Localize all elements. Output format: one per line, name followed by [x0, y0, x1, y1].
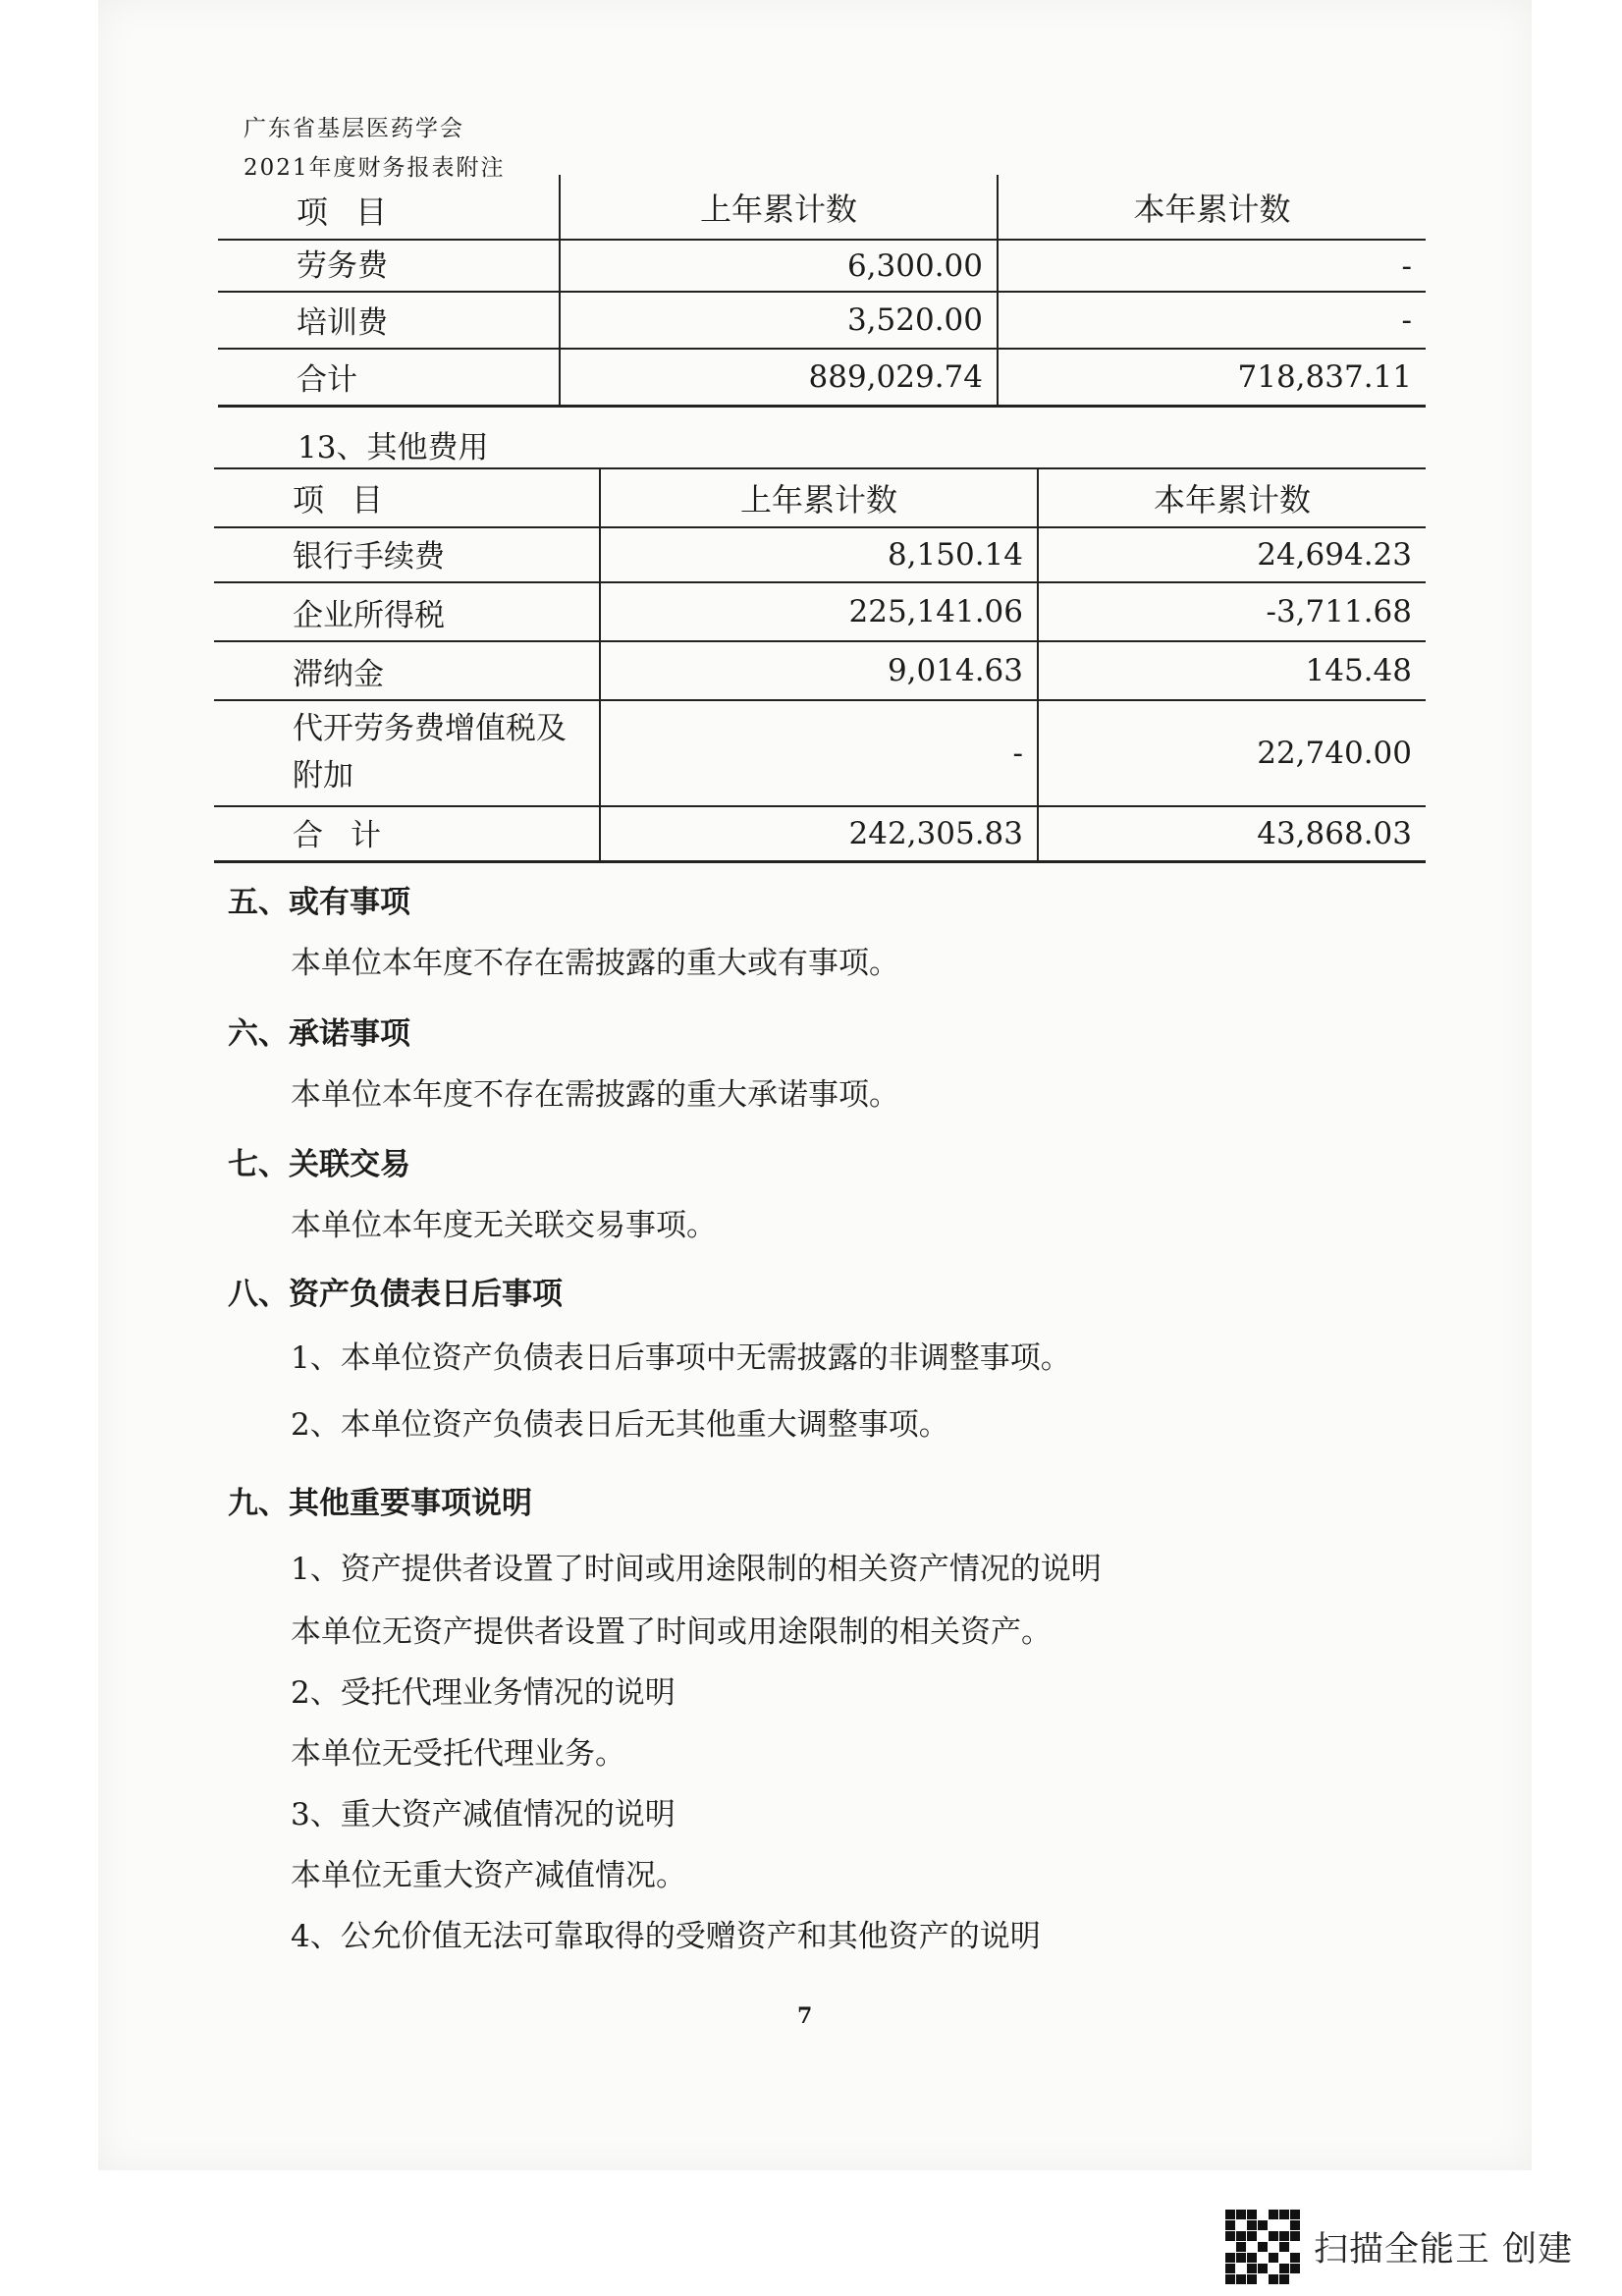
qr-code-icon — [1225, 2210, 1300, 2284]
row-curr: -3,711.68 — [1038, 582, 1426, 641]
section-paragraph: 本单位本年度不存在需披露的重大或有事项。 — [291, 946, 899, 981]
table-row — [218, 240, 1426, 292]
section-paragraph: 1、资产提供者设置了时间或用途限制的相关资产情况的说明 — [291, 1552, 1102, 1587]
row-item: 培训费 — [218, 292, 560, 349]
col-curr-header: 本年累计数 — [998, 175, 1426, 240]
total-label: 合计 — [214, 806, 600, 861]
total-label: 合计 — [218, 349, 560, 406]
section-title: 八、资产负债表日后事项 — [228, 1277, 563, 1312]
row-curr: 145.48 — [1038, 641, 1426, 700]
row-item: 代开劳务费增值税及附加 — [214, 700, 600, 806]
table-total-row — [218, 349, 1426, 406]
col-prev-header: 上年累计数 — [560, 175, 998, 240]
page-number: 7 — [797, 2003, 813, 2029]
row-prev: 8,150.14 — [600, 527, 1038, 582]
row-curr: 24,694.23 — [1038, 527, 1426, 582]
section-title: 九、其他重要事项说明 — [228, 1486, 532, 1521]
table-row — [214, 700, 1426, 806]
section-paragraph: 本单位无重大资产减值情况。 — [291, 1858, 686, 1893]
table-row — [214, 582, 1426, 641]
labor-fee-table — [218, 175, 1426, 408]
other-expenses-title: 13、其他费用 — [297, 430, 489, 465]
row-curr: 22,740.00 — [1038, 700, 1426, 806]
total-prev: 242,305.83 — [600, 806, 1038, 861]
row-prev: - — [600, 700, 1038, 806]
row-prev: 225,141.06 — [600, 582, 1038, 641]
row-item: 银行手续费 — [214, 527, 600, 582]
row-curr: - — [998, 292, 1426, 349]
table-total-row — [214, 806, 1426, 861]
total-curr: 43,868.03 — [1038, 806, 1426, 861]
section-paragraph: 2、本单位资产负债表日后无其他重大调整事项。 — [291, 1407, 949, 1443]
section-title: 五、或有事项 — [228, 885, 410, 920]
section-title: 六、承诺事项 — [228, 1016, 410, 1052]
other-expenses-table — [214, 467, 1426, 863]
section-paragraph: 本单位无受托代理业务。 — [291, 1736, 625, 1772]
table-row — [218, 292, 1426, 349]
row-prev: 3,520.00 — [560, 292, 998, 349]
section-paragraph: 本单位本年度不存在需披露的重大承诺事项。 — [291, 1077, 899, 1113]
section-paragraph: 2、受托代理业务情况的说明 — [291, 1675, 676, 1711]
section-title: 七、关联交易 — [228, 1147, 410, 1182]
row-curr: - — [998, 240, 1426, 292]
scanner-watermark — [1225, 2208, 1573, 2286]
row-item: 劳务费 — [218, 240, 560, 292]
section-paragraph: 本单位无资产提供者设置了时间或用途限制的相关资产。 — [291, 1614, 1052, 1650]
section-paragraph: 4、公允价值无法可靠取得的受赠资产和其他资产的说明 — [291, 1919, 1041, 1954]
header-org: 广东省基层医药学会 — [243, 116, 464, 141]
total-curr: 718,837.11 — [998, 349, 1426, 406]
table-row — [214, 527, 1426, 582]
total-prev: 889,029.74 — [560, 349, 998, 406]
section-paragraph: 1、本单位资产负债表日后事项中无需披露的非调整事项。 — [291, 1340, 1071, 1376]
header-subtitle: 2021年度财务报表附注 — [243, 155, 506, 181]
table-row — [214, 641, 1426, 700]
scanner-text: 扫描全能王 创建 — [1314, 2230, 1574, 2269]
row-prev: 6,300.00 — [560, 240, 998, 292]
col-item-header: 项目 — [214, 468, 600, 527]
row-item: 滞纳金 — [214, 641, 600, 700]
row-prev: 9,014.63 — [600, 641, 1038, 700]
row-item: 企业所得税 — [214, 582, 600, 641]
col-prev-header: 上年累计数 — [600, 468, 1038, 527]
col-curr-header: 本年累计数 — [1038, 468, 1426, 527]
col-item-header: 项目 — [218, 175, 560, 240]
section-paragraph: 本单位本年度无关联交易事项。 — [291, 1208, 717, 1243]
section-paragraph: 3、重大资产减值情况的说明 — [291, 1797, 676, 1832]
